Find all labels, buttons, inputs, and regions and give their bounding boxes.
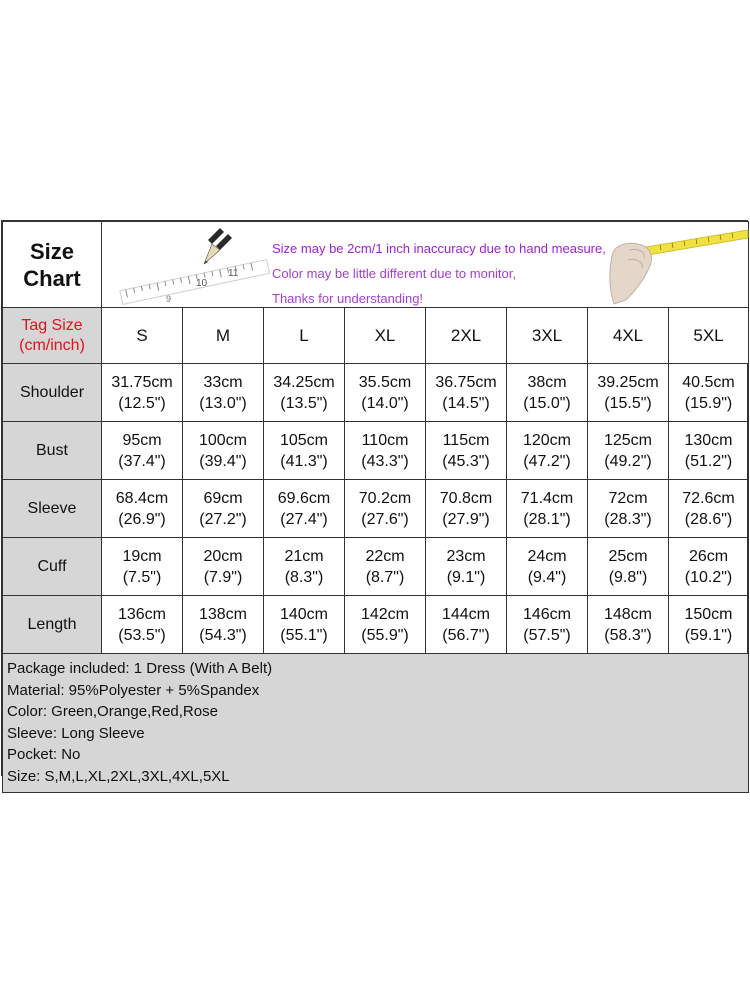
size-col-4xl: 4XL [588,308,669,364]
value-inch: (27.6") [361,510,409,528]
measurement-cell [669,596,749,654]
value-inch: (41.3") [280,452,328,470]
measurement-cell [669,480,749,538]
measurement-cell [345,422,426,480]
value-inch: (51.2") [684,452,733,470]
measurement-cell [507,480,588,538]
value-inch: (27.4") [280,510,328,528]
value-cm: 40.5cm [682,373,735,391]
tag-size-label-line1: Tag Size [21,316,83,334]
value-inch: (55.1") [280,626,328,644]
value-cm: 69.6cm [277,489,331,507]
measurement-cell [264,538,345,596]
value-cm: 20cm [203,547,243,565]
measurement-cell [264,364,345,422]
measurement-cell [669,538,749,596]
info-pocket: Pocket: No [7,746,81,764]
value-cm: 22cm [365,547,405,565]
value-inch: (14.5") [442,394,490,412]
pencil-ruler-illustration [110,224,270,306]
measurement-cell [183,480,264,538]
value-cm: 110cm [361,431,409,449]
measurement-cell [183,538,264,596]
value-inch: (28.6") [684,510,733,528]
value-cm: 70.8cm [439,489,493,507]
measurement-cell [507,422,588,480]
tag-size-label [3,308,102,364]
measurement-cell [426,538,507,596]
note-thanks: Thanks for understanding! [272,291,424,306]
info-material: Material: 95%Polyester + 5%Spandex [7,681,260,699]
value-inch: (9.8") [608,568,648,586]
measurement-label: Length [3,596,102,654]
value-inch: (47.2") [523,452,571,470]
value-inch: (55.9") [361,626,409,644]
measurement-cell [426,422,507,480]
measurement-cell [345,364,426,422]
value-inch: (9.1") [446,568,486,586]
value-cm: 69cm [203,489,243,507]
info-color: Color: Green,Orange,Red,Rose [7,703,218,721]
notice-text [272,236,606,307]
value-cm: 31.75cm [111,373,173,391]
value-inch: (8.7") [365,568,405,586]
measurement-cell [669,422,749,480]
value-cm: 34.25cm [273,373,335,391]
value-cm: 24cm [527,547,567,565]
measurement-cell [264,596,345,654]
value-cm: 25cm [608,547,648,565]
measurement-cell [345,538,426,596]
info-row [3,654,749,793]
value-cm: 142cm [360,605,410,623]
size-header-row [3,308,749,364]
value-inch: (14.0") [361,394,409,412]
hand-icon [610,243,652,304]
header-row [3,222,749,308]
value-inch: (56.7") [442,626,490,644]
value-cm: 33cm [203,373,243,391]
info-size: Size: S,M,L,XL,2XL,3XL,4XL,5XL [7,767,230,785]
measurement-row [3,480,749,538]
info-sleeve: Sleeve: Long Sleeve [7,724,145,742]
value-inch: (59.1") [684,626,733,644]
measurement-cell [588,422,669,480]
measurement-cell [507,538,588,596]
value-cm: 39.25cm [597,373,659,391]
value-cm: 148cm [603,605,653,623]
note-color-difference: Color may be little different due to monitor, [272,266,516,281]
measurement-cell [588,538,669,596]
value-cm: 140cm [279,605,329,623]
value-cm: 71.4cm [520,489,574,507]
measurement-row [3,364,749,422]
measurement-row [3,596,749,654]
measurement-cell [345,596,426,654]
value-inch: (8.3") [284,568,324,586]
value-inch: (49.2") [604,452,652,470]
title-line-2: Chart [23,265,81,291]
measurement-cell [183,364,264,422]
value-inch: (28.3") [604,510,652,528]
value-cm: 23cm [446,547,486,565]
pencil-icon [204,228,232,264]
measurement-cell [669,364,749,422]
value-inch: (27.2") [199,510,247,528]
value-cm: 138cm [198,605,248,623]
measurement-row [3,422,749,480]
size-chart-table [2,221,749,793]
value-inch: (10.2") [684,568,733,586]
value-cm: 70.2cm [358,489,412,507]
value-inch: (43.3") [361,452,409,470]
measurement-cell [588,596,669,654]
tape-measure-icon [640,230,748,256]
value-inch: (15.0") [523,394,571,412]
tag-size-label-line2: (cm/inch) [19,336,85,354]
size-chart [1,220,748,785]
measurement-cell [588,364,669,422]
measurement-row [3,538,749,596]
title-line-1: Size [29,238,75,264]
measurement-cell [264,480,345,538]
value-inch: (45.3") [442,452,490,470]
size-col-s: S [102,308,183,364]
measurement-cell [426,480,507,538]
value-cm: 35.5cm [358,373,412,391]
ruler-number: 11 [228,268,239,279]
measurement-label: Bust [3,422,102,480]
value-inch: (9.4") [527,568,567,586]
note-measure-accuracy: Size may be 2cm/1 inch inaccuracy due to hand measure, [272,241,606,256]
measurement-cell [507,364,588,422]
product-info [3,654,749,793]
value-inch: (13.5") [280,394,328,412]
measurement-label: Shoulder [3,364,102,422]
value-cm: 100cm [198,431,248,449]
measurement-label: Cuff [3,538,102,596]
size-col-xl: XL [345,308,426,364]
value-cm: 125cm [603,431,653,449]
measurement-cell [345,480,426,538]
value-cm: 38cm [527,373,567,391]
value-inch: (13.0") [199,394,247,412]
value-cm: 150cm [684,605,733,623]
value-inch: (39.4") [199,452,247,470]
value-cm: 115cm [442,431,490,449]
size-col-5xl: 5XL [669,308,749,364]
size-col-m: M [183,308,264,364]
measurement-cell [183,422,264,480]
value-cm: 136cm [117,605,167,623]
value-inch: (12.5") [118,394,166,412]
value-inch: (53.5") [118,626,166,644]
measurement-cell [264,422,345,480]
measurement-cell [102,480,183,538]
measurement-cell [426,596,507,654]
value-inch: (27.9") [442,510,490,528]
size-chart-title [3,222,102,308]
value-cm: 72.6cm [682,489,735,507]
value-cm: 19cm [122,547,162,565]
measurement-cell [426,364,507,422]
value-cm: 146cm [522,605,572,623]
value-inch: (54.3") [199,626,247,644]
value-cm: 95cm [122,431,162,449]
info-package: Package included: 1 Dress (With A Belt) [7,660,273,677]
value-inch: (15.9") [684,394,733,412]
value-cm: 26cm [688,547,729,565]
measurement-cell [102,364,183,422]
size-col-2xl: 2XL [426,308,507,364]
value-cm: 21cm [284,547,324,565]
measurement-cell [102,422,183,480]
size-col-3xl: 3XL [507,308,588,364]
value-inch: (26.9") [118,510,166,528]
value-cm: 130cm [684,431,733,449]
measurement-cell [588,480,669,538]
measurement-cell [507,596,588,654]
value-cm: 105cm [279,431,329,449]
value-inch: (58.3") [604,626,652,644]
value-cm: 36.75cm [435,373,497,391]
measurement-label: Sleeve [3,480,102,538]
measurement-cell [102,538,183,596]
hand-tape-measure-illustration [600,226,750,306]
value-inch: (57.5") [523,626,571,644]
value-inch: (7.9") [203,568,243,586]
value-cm: 68.4cm [115,489,169,507]
value-cm: 120cm [522,431,572,449]
value-inch: (37.4") [118,452,166,470]
value-cm: 144cm [441,605,491,623]
measurement-cell [183,596,264,654]
ruler-number: 10 [196,278,208,289]
value-inch: (28.1") [523,510,571,528]
value-inch: (15.5") [604,394,652,412]
measurement-cell [102,596,183,654]
ruler-number: 9 [166,294,172,304]
value-inch: (7.5") [122,568,162,586]
size-col-l: L [264,308,345,364]
notice-banner [102,222,749,308]
value-cm: 72cm [608,489,648,507]
